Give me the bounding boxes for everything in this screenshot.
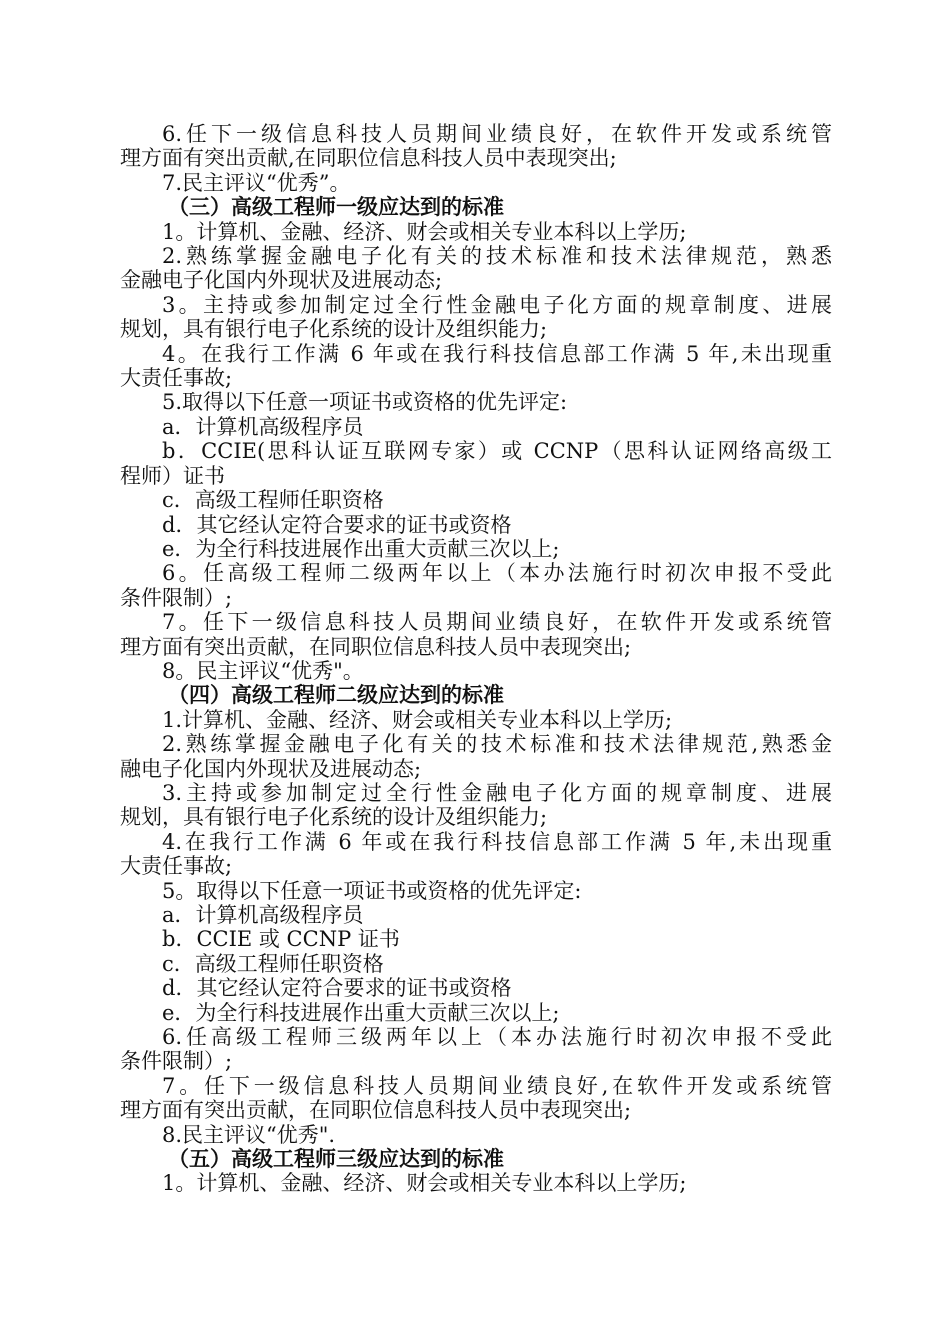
text-line: 规划，具有银行电子化系统的设计及组织能力; (120, 317, 548, 342)
text-line: 4.在我行工作满 6 年或在我行科技信息部工作满 5 年,未出现重 (162, 829, 832, 854)
text-line: a．计算机高级程序员 (162, 414, 364, 439)
text-line: 6。任高级工程师二级两年以上（本办法施行时初次申报不受此 (162, 561, 832, 586)
text-line: 3.主持或参加制定过全行性金融电子化方面的规章制度、进展 (162, 780, 832, 805)
text-line: 7.民主评议“优秀”。 (162, 170, 351, 195)
text-line: a．计算机高级程序员 (162, 903, 364, 927)
text-line: 5。取得以下任意一项证书或资格的优先评定: (162, 878, 582, 903)
text-line: b．CCIE 或 CCNP 证书 (162, 927, 400, 952)
text-line: 理方面有突出贡献,在同职位信息科技人员中表现突出; (120, 146, 617, 171)
text-line: 4。在我行工作满 6 年或在我行科技信息部工作满 5 年,未出现重 (162, 341, 832, 366)
text-line: 条件限制）; (120, 1049, 233, 1074)
text-line: 大责任事故; (120, 854, 233, 879)
text-line: b．CCIE(思科认证互联网专家）或 CCNP（思科认证网络高级工 (162, 439, 832, 464)
text-line: 5.取得以下任意一项证书或资格的优先评定: (162, 390, 568, 415)
section-heading: （四）高级工程师二级应达到的标准 (168, 682, 504, 708)
text-line: 1。计算机、金融、经济、财会或相关专业本科以上学历; (162, 219, 687, 244)
text-line: 理方面有突出贡献，在同职位信息科技人员中表现突出; (120, 634, 632, 659)
text-line: 理方面有突出贡献，在同职位信息科技人员中表现突出; (120, 1098, 632, 1123)
text-line: 2.熟练掌握金融电子化有关的技术标准和技术法律规范,熟悉金 (162, 732, 832, 757)
text-line: 程师）证书 (120, 463, 225, 488)
text-line: 8。民主评议“优秀"。 (162, 658, 364, 683)
text-line: 6.任高级工程师三级两年以上（本办法施行时初次申报不受此 (162, 1025, 832, 1050)
text-line: 3。主持或参加制定过全行性金融电子化方面的规章制度、进展 (162, 292, 832, 317)
text-line: e．为全行科技进展作出重大贡献三次以上; (162, 536, 560, 561)
text-line: c．高级工程师任职资格 (162, 951, 384, 976)
text-line: 1。计算机、金融、经济、财会或相关专业本科以上学历; (162, 1171, 687, 1196)
text-line: 2.熟练掌握金融电子化有关的技术标准和技术法律规范，熟悉 (162, 244, 832, 269)
text-line: 1.计算机、金融、经济、财会或相关专业本科以上学历; (162, 707, 673, 732)
text-line: 规划，具有银行电子化系统的设计及组织能力; (120, 805, 548, 830)
text-line: 6.任下一级信息科技人员期间业绩良好，在软件开发或系统管 (162, 122, 832, 146)
text-line: 条件限制）; (120, 585, 233, 610)
text-line: 7。任下一级信息科技人员期间业绩良好,在软件开发或系统管 (162, 1073, 832, 1098)
text-line: 大责任事故; (120, 366, 233, 391)
text-line: d．其它经认定符合要求的证书或资格 (162, 976, 512, 1001)
section-heading: （三）高级工程师一级应达到的标准 (168, 194, 504, 220)
text-line: 金融电子化国内外现状及进展动态; (120, 268, 443, 293)
text-line: c．高级工程师任职资格 (162, 488, 384, 513)
document-page (120, 122, 832, 1196)
text-line: 融电子化国内外现状及进展动态; (120, 756, 422, 781)
text-line: d．其它经认定符合要求的证书或资格 (162, 512, 512, 537)
text-line: e．为全行科技进展作出重大贡献三次以上; (162, 1000, 560, 1025)
section-heading: （五）高级工程师三级应达到的标准 (168, 1146, 504, 1172)
text-line: 7。任下一级信息科技人员期间业绩良好，在软件开发或系统管 (162, 610, 832, 635)
text-line: 8.民主评议“优秀". (162, 1122, 336, 1147)
